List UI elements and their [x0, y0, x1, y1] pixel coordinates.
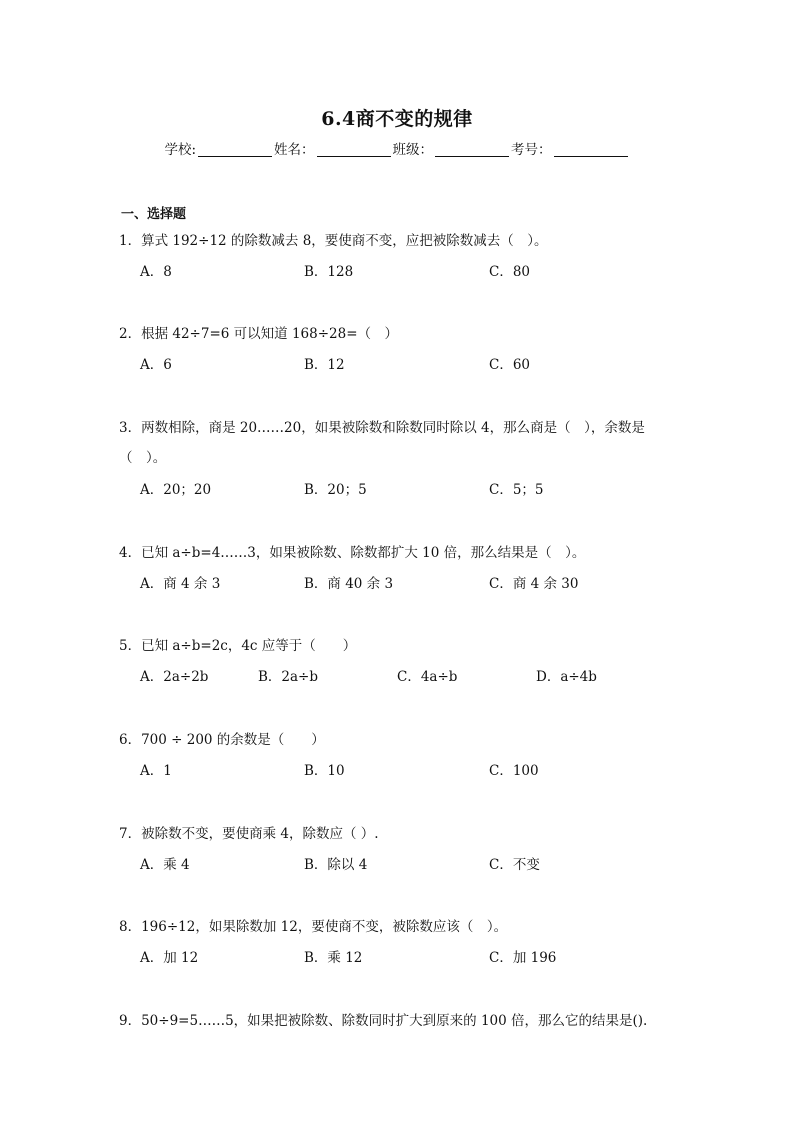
q2-option-a[interactable]: A．6 [140, 357, 172, 373]
school-blank[interactable] [198, 142, 272, 157]
q1-option-a[interactable]: A．8 [140, 264, 172, 280]
name-label: 姓名： [274, 142, 315, 158]
q4-option-c[interactable]: C．商 4 余 30 [489, 576, 579, 592]
q2-option-c[interactable]: C．60 [489, 357, 531, 373]
question-6: 6．700 ÷ 200 的余数是（ ） [119, 732, 325, 748]
question-2: 2．根据 42÷7=6 可以知道 168÷28=（ ） [119, 326, 399, 342]
question-7: 7．被除数不变，要使商乘 4，除数应（ ）. [119, 826, 379, 842]
q7-option-a[interactable]: A．乘 4 [140, 857, 190, 873]
q3-option-b[interactable]: B．20；5 [304, 482, 367, 498]
question-3-continuation: （ ）。 [119, 450, 167, 466]
q6-option-b[interactable]: B．10 [304, 763, 345, 779]
q8-option-b[interactable]: B．乘 12 [304, 950, 363, 966]
q5-option-d[interactable]: D．a÷4b [536, 669, 597, 685]
q3-option-c[interactable]: C．5；5 [489, 482, 544, 498]
class-label: 班级： [392, 142, 434, 158]
question-3: 3．两数相除，商是 20……20，如果被除数和除数同时除以 4，那么商是（ ），余数是 [119, 420, 645, 436]
student-info-line [0, 138, 794, 158]
question-8: 8．196÷12，如果除数加 12，要使商不变，被除数应该（ ）。 [119, 919, 508, 935]
q8-option-c[interactable]: C．加 196 [489, 950, 557, 966]
q1-option-c[interactable]: C．80 [489, 264, 531, 280]
question-1: 1．算式 192÷12 的除数减去 8，要使商不变，应把被除数减去（ ）。 [119, 233, 548, 249]
question-5: 5．已知 a÷b=2c，4c 应等于（ ） [119, 638, 357, 654]
number-blank[interactable] [554, 142, 628, 157]
q5-option-b[interactable]: B．2a÷b [258, 669, 319, 685]
q1-option-b[interactable]: B．128 [304, 264, 354, 280]
name-blank[interactable] [317, 142, 391, 157]
question-9: 9．50÷9=5……5，如果把被除数、除数同时扩大到原来的 100 倍，那么它的结果是(). [119, 1013, 648, 1029]
q3-option-a[interactable]: A．20；20 [140, 482, 212, 498]
section-heading: 一、选择题 [121, 207, 187, 222]
number-label: 考号： [511, 142, 552, 158]
q4-option-b[interactable]: B．商 40 余 3 [304, 576, 394, 592]
q2-option-b[interactable]: B．12 [304, 357, 345, 373]
q5-option-a[interactable]: A．2a÷2b [140, 669, 209, 685]
q4-option-a[interactable]: A．商 4 余 3 [140, 576, 221, 592]
q7-option-c[interactable]: C．不变 [489, 857, 540, 873]
q6-option-a[interactable]: A．1 [140, 763, 172, 779]
school-label: 学校: [164, 142, 197, 158]
q5-option-c[interactable]: C．4a÷b [397, 669, 458, 685]
q6-option-c[interactable]: C．100 [489, 763, 539, 779]
page-title: 6.4商不变的规律 [321, 108, 473, 130]
class-blank[interactable] [435, 142, 509, 157]
question-4: 4．已知 a÷b=4……3，如果被除数、除数都扩大 10 倍，那么结果是（ ）。 [119, 545, 586, 561]
q8-option-a[interactable]: A．加 12 [140, 950, 199, 966]
q7-option-b[interactable]: B．除以 4 [304, 857, 368, 873]
